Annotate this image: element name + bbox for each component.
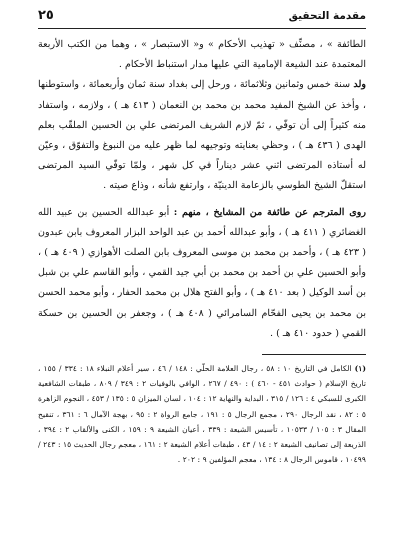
footnote-separator [262, 354, 366, 355]
paragraph-body: سنة خمس وثمانين وثلاثمائة ، ورحل إلى بغداد سنة ثمان وأربعمائة ، واستوطنها ، وأخذ عن الشيخ المفيد محمد بن محمد بن النعمان ( ٤١٣ هـ ) ، ولازمه ، واستفاد منه كثيراً إلى أن توفّي ، ثمّ لازم الشريف المرتضى علي بن الحسين الملقّب بعلم الهدى ( ٤٣٦ هـ ) ، وحظي بعنايته وتوجيهه لما ظهر عليه من النبوغ والتفوّق ، وعيّن له أستاذه المرتضى اثني عشر ديناراً في كل شهر ، ولمّا توفّي السيد المرتضى استقلّ الشيخ الطوسي بالزعامة الدينيّة ، وارتفع شأنه ، وذاع صيته . [38, 79, 367, 192]
paragraph-biography-intro: الطائفة » ، مصنِّف « تهذيب الأحكام » و« الاستبصار » ، وهما من الكتب الأربعة المعتمدة عند الشيعة الإمامية التي عليها مدار استنباط الأحكام . [38, 39, 366, 71]
paragraph-body: أبو عبدالله الحسين بن عبيد الله الغضائري ( ٤١١ هـ ) ، وأبو عبدالله أحمد بن عبد الواحد البزار المعروف بابن عبدون ( ٤٢٣ هـ ) ، وأحمد بن محمد بن موسى المعروف بابن الصلت الأهوازي ( ٤٠٩ هـ ) ، وأبو الحسين علي بن أحمد بن محمد بن أبي جيد القمي ، وأبو القاسم علي بن شبل بن أسد الوكيل ( بعد ٤١٠ هـ ) ، وأبو الفتح هلال بن محمد الحفار ، وأبو محمد الحسن بن محمد بن يحيى الفحّام السامرائي ( ٤٠٨ هـ ) ، وجعفر بن الحسين بن حسكة القمي ( حدود ٤١٠ هـ ) . [38, 206, 366, 339]
paragraph-birth-and-teachers [38, 75, 366, 196]
paragraph-lead-phrase: روى المترجم عن طائفة من المشايخ ، منهم : [173, 206, 366, 218]
footnote [38, 361, 366, 467]
footnote-text: الكامل في التاريخ ١٠ : ٥٨ ، رجال العلامة الحلّي : ١٤٨ / ٤٦ ، سير أعلام النبلاء ١٨ : ٣٣٤ / ١٥٥ ، تاريخ الإسلام ( حوادث ٤٥١ - ٤٦٠ ) : ٤٩٠ / ٢٦٧ ، الوافي بالوفيات ٢ : ٣٤٩ / ٨٠٩ ، طبقات الشافعية الكبرى للسبكي ٤ : ١٢٦ / ٣١٥ ، البداية والنهاية ١٢ : ١٠٤ ، لسان الميزان ٥ : ١٣٥ / ٤٥٣ ، النجوم الزاهرة ٥ : ٨٢ ، نقد الرجال ٢٩٠ ، مجمع الرجال ٥ : ١٩١ ، جامع الرواة ٢ : ٩٥ ، بهجة الآمال ٦ : ٣٦١ ، تنقيح المقال ٣ : ١٠٥ / ١٠٥٣٣ ، تأسيس الشيعة : ٣٣٩ ، أعيان الشيعة ٩ : ١٥٩ ، الكنى والألقاب ٢ : ٣٩٤ ، الذريعة إلى تصانيف الشيعة ٢ : ١٤ / ٤٣ ، طبقات أعلام الشيعة ٢ : ١٦١ ، معجم رجال الحديث ١٥ : ٢٤٣ / ١٠٤٩٩ ، قاموس الرجال ٨ : ١٣٤ ، معجم المؤلفين ٩ : ٢٠٢ . [38, 364, 367, 465]
footnote-marker: (١) [354, 364, 367, 374]
paragraph-lead-word: ولد [353, 79, 366, 91]
page-number: ٢٥ [38, 8, 54, 23]
paragraph-narrators [38, 203, 366, 344]
header-title: مقدمة التحقيق [288, 10, 366, 22]
main-text [38, 35, 366, 344]
running-header [38, 8, 366, 29]
